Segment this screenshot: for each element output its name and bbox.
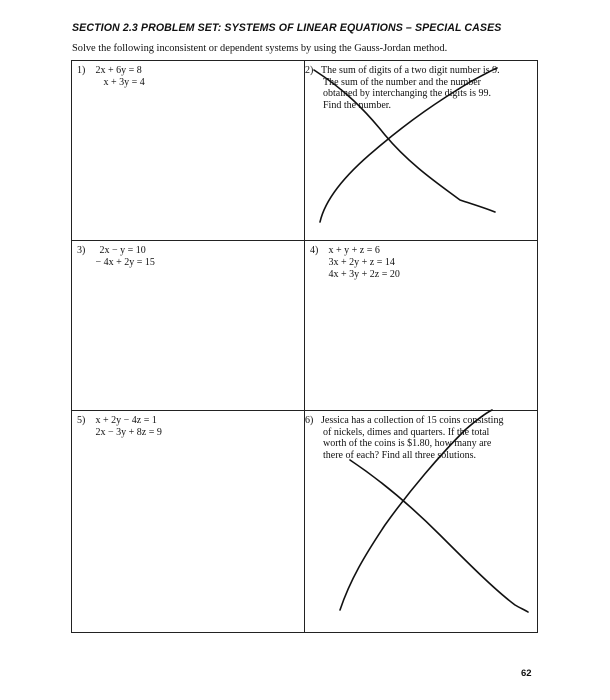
problem-text-line: Jessica has a collection of 15 coins consisting xyxy=(321,415,504,426)
problem-text-line: obtained by interchanging the digits is 99. xyxy=(323,88,492,99)
problem-5-cell xyxy=(72,411,305,633)
problem-number: 6) xyxy=(305,415,314,426)
problem-number: 4) xyxy=(310,245,319,256)
problem-6-cell xyxy=(305,411,538,633)
problem-4-cell xyxy=(305,241,538,411)
problem-text-line: Find the number. xyxy=(323,99,392,111)
instructions: Solve the following inconsistent or dependent systems by using the Gauss-Jordan method. xyxy=(72,43,448,54)
problem-number: 5) xyxy=(77,415,86,426)
problem-number: 1) xyxy=(77,65,86,76)
page-number: 62 xyxy=(521,668,532,679)
equation-line: 3x + 2y + z = 14 xyxy=(328,257,395,268)
equation-line: 4x + 3y + 2z = 20 xyxy=(328,269,400,280)
problem-number: 2) xyxy=(305,65,314,76)
equation-line: 2x − y = 10 xyxy=(99,245,146,256)
problem-grid xyxy=(71,60,538,633)
problem-number: 3) xyxy=(77,245,86,256)
problem-3-cell xyxy=(72,241,305,411)
problem-text-line: The sum of the number and the number xyxy=(323,76,482,88)
equation-line: x + 3y = 4 xyxy=(103,77,145,88)
equation-line: x + y + z = 6 xyxy=(328,245,380,256)
problem-2-cell xyxy=(305,61,538,241)
equation-line: x + 2y − 4z = 1 xyxy=(95,415,157,426)
problem-1-cell xyxy=(72,61,305,241)
problem-text-line: worth of the coins is $1.80, how many are xyxy=(323,438,492,449)
equation-line: 2x + 6y = 8 xyxy=(95,65,142,76)
problem-text-line: of nickels, dimes and quarters. If the total xyxy=(323,426,490,438)
problem-text-line: there of each? Find all three solutions. xyxy=(323,449,477,461)
equation-line: − 4x + 2y = 15 xyxy=(95,257,155,268)
equation-line: 2x − 3y + 8z = 9 xyxy=(95,427,162,438)
problem-text-line: The sum of digits of a two digit number is 9. xyxy=(321,65,500,76)
section-title: SECTION 2.3 PROBLEM SET: SYSTEMS OF LINEAR EQUATIONS – SPECIAL CASES xyxy=(72,22,502,34)
